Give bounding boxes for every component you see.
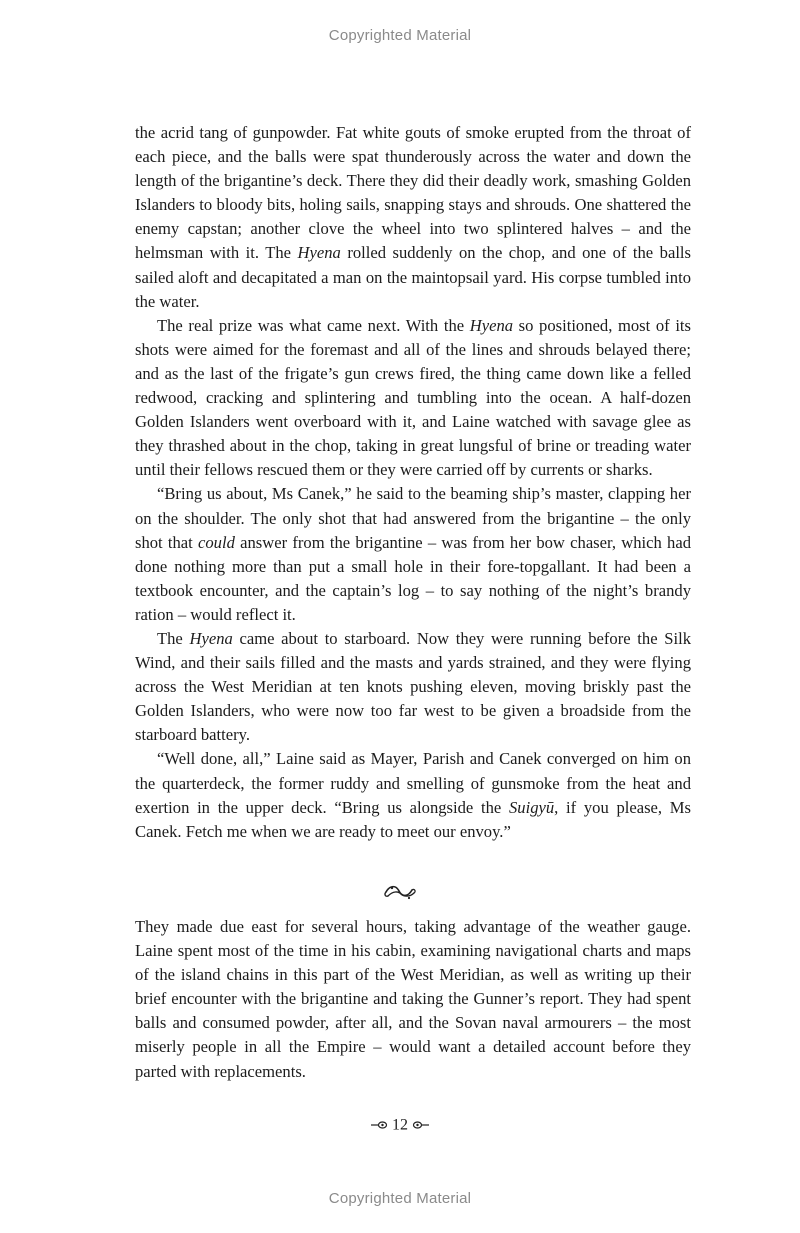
paragraph-1 [135, 121, 691, 314]
paragraph-3-text-a: “Bring us about, Ms Canek,” he said to the beaming ship’s master, clapping her on the shoulder. The only shot that had answered from the brigantine – the only shot that [135, 484, 691, 552]
body-text-section-1 [135, 121, 691, 844]
paragraph-2-text-a: The real prize was what came next. With the [157, 315, 470, 335]
page-number: 12 [392, 1116, 408, 1134]
paragraph-5-text-b: , if you please, Ms Canek. Fetch me when we are ready to meet our envoy.” [135, 797, 691, 841]
paragraph-2-text-b: so positioned, most of its shots were aimed for the foremast and all of the lines and shrouds belayed there; and as the last of the frigate’s gun crews fired, the thing came down like a felled redwood, cracking and splintering and tumbling into the ocean. A half-dozen Golden Islanders went overboard with it, and Laine watched with savage glee as they thrashed about in the chop, taking in great lungsful of brine or treading water until their fellows rescued them or they were carried off by currents or sharks. [135, 315, 691, 480]
paragraph-4-text-b: came about to starboard. Now they were running before the Silk Wind, and their sails filled and the masts and yards strained, and they were flying across the West Meridian at ten knots pushing eleven, moving briskly past the Golden Islanders, who were now too far west to be given a broadside from the starboard battery. [135, 628, 691, 745]
ship-name: Hyena [189, 628, 233, 648]
paragraph-6: They made due east for several hours, taking advantage of the weather gauge. Laine spent most of the time in his cabin, examining navigational charts and maps of the island chains in this part of the West Meridian, as well as writing up their brief encounter with the brigantine and taking the Gunner’s report. They had spent balls and consumed powder, after all, and the Sovan naval armourers – the most miserly people in all the Empire – would want a detailed account before they parted with replacements. [135, 917, 691, 1081]
ship-name: Hyena [469, 315, 514, 335]
paragraph-5-text-a: “Well done, all,” Laine said as Mayer, Parish and Canek converged on him on the quarterdeck, the former ruddy and smelling of gunsmoke from the heat and exertion in the upper deck. “Bring us alongside the [135, 749, 691, 817]
paragraph-5 [135, 747, 691, 843]
watermark-bottom: Copyrighted Material [328, 1190, 472, 1207]
watermark-top: Copyrighted Material [328, 27, 472, 44]
paragraph-1-text-a: the acrid tang of gunpowder. Fat white gouts of smoke erupted from the throat of each piece, and the balls were spat thunderously across the water and down the length of the brigantine’s deck. There they did their deadly work, smashing Golden Islanders to bloody bits, holing sails, snapping stays and shrouds. One shattered the enemy capstan; another clove the wheel into two splintered halves – and the helmsman with it. The [135, 123, 691, 263]
paragraph-2 [135, 314, 691, 483]
scroll-flourish-icon [383, 882, 417, 902]
paragraph-4 [135, 627, 691, 747]
section-break-ornament [0, 882, 800, 907]
paragraph-4-text-a: The [157, 628, 190, 648]
emphasis: could [198, 532, 235, 552]
paragraph-1-text-b: rolled suddenly on the chop, and one of the balls sailed aloft and decapitated a man on the maintopsail yard. His corpse tumbled into the water. [135, 243, 692, 311]
ship-name: Suigyū [508, 797, 555, 817]
paragraph-3-text-b: answer from the brigantine – was from her bow chaser, which had done nothing more than put a small hole in their fore-topgallant. It had been a textbook encounter, and the captain’s log – to say nothing of the night’s brandy ration – would reflect it. [135, 532, 691, 624]
body-text-section-2 [135, 915, 691, 1084]
ship-name: Hyena [297, 243, 341, 263]
paragraph-3 [135, 482, 691, 627]
flourish-left-icon [370, 1120, 388, 1130]
flourish-right-icon [412, 1120, 430, 1130]
page-folio [0, 1116, 800, 1134]
